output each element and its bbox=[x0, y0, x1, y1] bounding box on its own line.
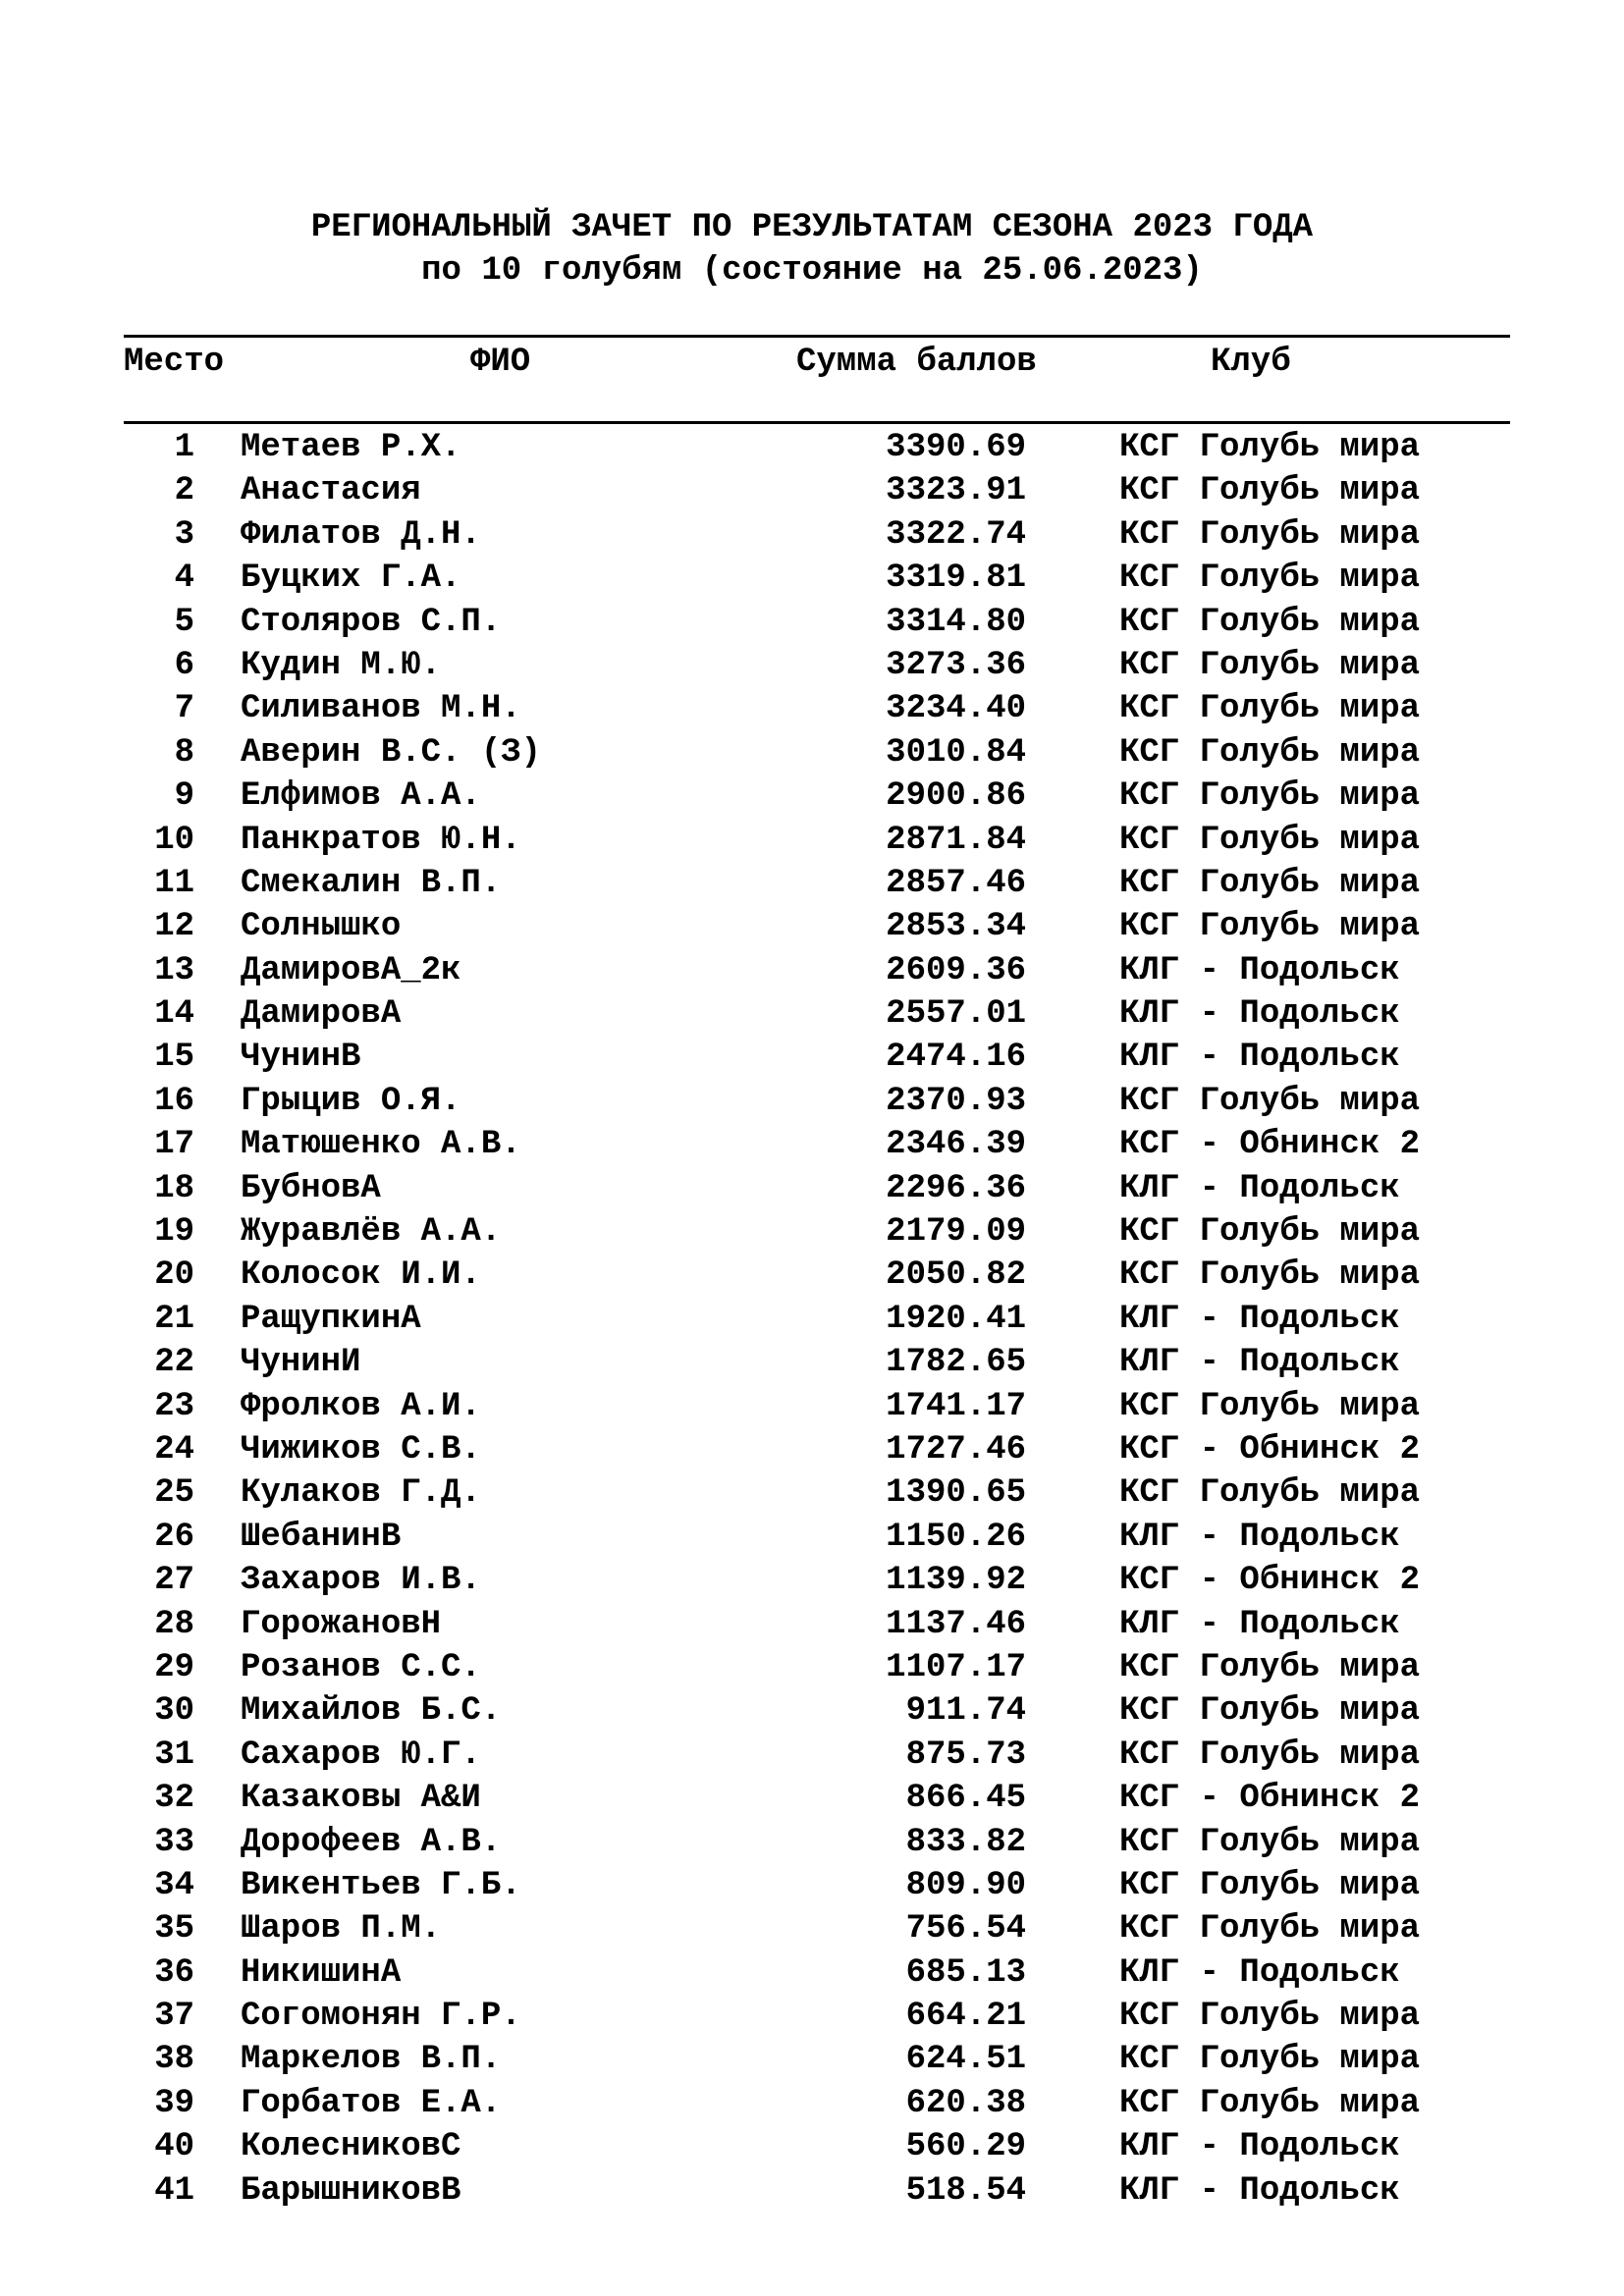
row-place: 3 bbox=[174, 515, 194, 554]
row-name: ШебанинВ bbox=[241, 1518, 402, 1556]
table-row bbox=[0, 1080, 1624, 1123]
row-name: Кудин М.Ю. bbox=[241, 646, 442, 684]
row-name: БарышниковВ bbox=[241, 2171, 461, 2210]
row-club: КСГ - Обнинск 2 bbox=[1119, 1562, 1421, 1600]
row-place: 6 bbox=[174, 646, 194, 684]
row-place: 9 bbox=[174, 777, 194, 816]
row-score: 1150.26 bbox=[886, 1518, 1026, 1556]
row-place: 38 bbox=[154, 2041, 194, 2079]
row-club: КСГ Голубь мира bbox=[1119, 560, 1421, 598]
row-place: 26 bbox=[154, 1518, 194, 1556]
row-club: КСГ Голубь мира bbox=[1119, 1692, 1421, 1731]
row-club: КСГ Голубь мира bbox=[1119, 1910, 1421, 1949]
header-top-rule bbox=[124, 335, 1510, 338]
row-score: 1390.65 bbox=[886, 1474, 1026, 1513]
row-name: Сахаров Ю.Г. bbox=[241, 1735, 481, 1774]
row-place: 30 bbox=[154, 1692, 194, 1731]
column-header-score: Сумма баллов bbox=[796, 344, 1037, 381]
column-header-name: ФИО bbox=[470, 344, 531, 381]
table-row bbox=[0, 2038, 1624, 2081]
row-club: КЛГ - Подольск bbox=[1119, 995, 1400, 1034]
table-row bbox=[0, 1341, 1624, 1384]
row-name: ДамировА bbox=[241, 995, 402, 1034]
table-row bbox=[0, 1123, 1624, 1166]
row-club: КСГ Голубь мира bbox=[1119, 1648, 1421, 1686]
row-place: 10 bbox=[154, 821, 194, 859]
row-score: 3390.69 bbox=[886, 429, 1026, 466]
row-club: КСГ - Обнинск 2 bbox=[1119, 1430, 1421, 1468]
row-club: КСГ Голубь мира bbox=[1119, 690, 1421, 728]
row-name: Дорофеев А.В. bbox=[241, 1823, 502, 1861]
row-score: 2179.09 bbox=[886, 1213, 1026, 1252]
table-row bbox=[0, 1995, 1624, 2038]
row-club: КСГ Голубь мира bbox=[1119, 864, 1421, 902]
row-club: КСГ Голубь мира bbox=[1119, 1256, 1421, 1295]
table-row bbox=[0, 1951, 1624, 1995]
table-row bbox=[0, 1864, 1624, 1907]
row-score: 2296.36 bbox=[886, 1169, 1026, 1207]
row-score: 756.54 bbox=[905, 1910, 1026, 1949]
row-score: 1137.46 bbox=[886, 1605, 1026, 1643]
row-place: 1 bbox=[174, 429, 194, 466]
row-name: Метаев Р.Х. bbox=[241, 429, 461, 466]
table-row bbox=[0, 513, 1624, 557]
row-place: 39 bbox=[154, 2084, 194, 2122]
table-row bbox=[0, 1516, 1624, 1559]
row-place: 22 bbox=[154, 1344, 194, 1382]
table-row bbox=[0, 687, 1624, 730]
document-title: РЕГИОНАЛЬНЫЙ ЗАЧЕТ ПО РЕЗУЛЬТАТАМ СЕЗОНА 2023 ГОДА bbox=[310, 209, 1314, 246]
header-bottom-rule bbox=[124, 421, 1510, 424]
row-place: 7 bbox=[174, 690, 194, 728]
row-score: 3319.81 bbox=[886, 560, 1026, 598]
row-place: 23 bbox=[154, 1387, 194, 1425]
row-place: 29 bbox=[154, 1648, 194, 1686]
row-score: 3273.36 bbox=[886, 646, 1026, 684]
column-header-club: Клуб bbox=[1211, 344, 1291, 381]
row-name: ЧунинИ bbox=[241, 1344, 361, 1382]
row-club: КЛГ - Подольск bbox=[1119, 1169, 1400, 1207]
row-name: Чижиков С.В. bbox=[241, 1430, 481, 1468]
row-name: Елфимов А.А. bbox=[241, 777, 481, 816]
row-name: ДамировА_2к bbox=[241, 951, 461, 989]
table-row bbox=[0, 1471, 1624, 1515]
table-row bbox=[0, 819, 1624, 862]
row-place: 2 bbox=[174, 472, 194, 510]
row-place: 11 bbox=[154, 864, 194, 902]
row-score: 1741.17 bbox=[886, 1387, 1026, 1425]
table-row bbox=[0, 1689, 1624, 1733]
row-score: 3323.91 bbox=[886, 472, 1026, 510]
row-club: КСГ Голубь мира bbox=[1119, 1866, 1421, 1904]
row-place: 5 bbox=[174, 603, 194, 641]
row-place: 34 bbox=[154, 1866, 194, 1904]
row-club: КСГ Голубь мира bbox=[1119, 733, 1421, 772]
table-row bbox=[0, 731, 1624, 774]
row-club: КЛГ - Подольск bbox=[1119, 1039, 1400, 1077]
row-place: 33 bbox=[154, 1823, 194, 1861]
row-place: 16 bbox=[154, 1082, 194, 1120]
row-name: Колосок И.И. bbox=[241, 1256, 481, 1295]
row-score: 809.90 bbox=[905, 1866, 1026, 1904]
row-name: Михайлов Б.С. bbox=[241, 1692, 502, 1731]
row-name: Буцких Г.А. bbox=[241, 560, 461, 598]
row-club: КЛГ - Подольск bbox=[1119, 1605, 1400, 1643]
row-score: 3010.84 bbox=[886, 733, 1026, 772]
table-row bbox=[0, 1907, 1624, 1950]
row-score: 3314.80 bbox=[886, 603, 1026, 641]
row-score: 1727.46 bbox=[886, 1430, 1026, 1468]
row-place: 40 bbox=[154, 2128, 194, 2166]
row-club: КСГ Голубь мира bbox=[1119, 1387, 1421, 1425]
row-score: 2557.01 bbox=[886, 995, 1026, 1034]
table-row bbox=[0, 1777, 1624, 1820]
row-name: Кулаков Г.Д. bbox=[241, 1474, 481, 1513]
row-place: 15 bbox=[154, 1039, 194, 1077]
row-place: 31 bbox=[154, 1735, 194, 1774]
row-club: КСГ Голубь мира bbox=[1119, 515, 1421, 554]
row-club: КСГ Голубь мира bbox=[1119, 1082, 1421, 1120]
row-club: КСГ Голубь мира bbox=[1119, 2041, 1421, 2079]
table-row bbox=[0, 774, 1624, 818]
row-place: 18 bbox=[154, 1169, 194, 1207]
row-score: 518.54 bbox=[905, 2171, 1026, 2210]
table-row bbox=[0, 1559, 1624, 1602]
row-score: 875.73 bbox=[905, 1735, 1026, 1774]
row-score: 1782.65 bbox=[886, 1344, 1026, 1382]
row-name: Маркелов В.П. bbox=[241, 2041, 502, 2079]
table-row bbox=[0, 1167, 1624, 1210]
row-place: 28 bbox=[154, 1605, 194, 1643]
row-club: КСГ Голубь мира bbox=[1119, 1735, 1421, 1774]
row-score: 1920.41 bbox=[886, 1300, 1026, 1338]
row-club: КСГ Голубь мира bbox=[1119, 472, 1421, 510]
row-place: 13 bbox=[154, 951, 194, 989]
row-name: РащупкинА bbox=[241, 1300, 421, 1338]
row-club: КСГ Голубь мира bbox=[1119, 1213, 1421, 1252]
table-row bbox=[0, 426, 1624, 469]
row-score: 1139.92 bbox=[886, 1562, 1026, 1600]
row-club: КСГ Голубь мира bbox=[1119, 777, 1421, 816]
table-row bbox=[0, 557, 1624, 600]
row-place: 25 bbox=[154, 1474, 194, 1513]
row-score: 2853.34 bbox=[886, 908, 1026, 946]
row-name: КолесниковС bbox=[241, 2128, 461, 2166]
row-place: 36 bbox=[154, 1953, 194, 1992]
row-name: Журавлёв А.А. bbox=[241, 1213, 502, 1252]
table-row bbox=[0, 1298, 1624, 1341]
row-name: Солнышко bbox=[241, 908, 402, 946]
table-row bbox=[0, 644, 1624, 687]
table-row bbox=[0, 1210, 1624, 1254]
row-club: КСГ Голубь мира bbox=[1119, 1474, 1421, 1513]
table-row bbox=[0, 1385, 1624, 1428]
row-place: 21 bbox=[154, 1300, 194, 1338]
row-name: Фролков А.И. bbox=[241, 1387, 481, 1425]
row-club: КСГ Голубь мира bbox=[1119, 603, 1421, 641]
row-club: КЛГ - Подольск bbox=[1119, 1518, 1400, 1556]
table-row bbox=[0, 992, 1624, 1036]
table-row bbox=[0, 1646, 1624, 1689]
row-club: КСГ Голубь мира bbox=[1119, 821, 1421, 859]
row-name: Силиванов М.Н. bbox=[241, 690, 521, 728]
row-score: 624.51 bbox=[905, 2041, 1026, 2079]
row-score: 3234.40 bbox=[886, 690, 1026, 728]
table-row bbox=[0, 949, 1624, 992]
row-name: Анастасия bbox=[241, 472, 421, 510]
row-name: Панкратов Ю.Н. bbox=[241, 821, 521, 859]
row-score: 1107.17 bbox=[886, 1648, 1026, 1686]
row-club: КСГ Голубь мира bbox=[1119, 646, 1421, 684]
row-name: Викентьев Г.Б. bbox=[241, 1866, 521, 1904]
row-place: 20 bbox=[154, 1256, 194, 1295]
row-score: 2050.82 bbox=[886, 1256, 1026, 1295]
table-row bbox=[0, 1603, 1624, 1646]
row-name: НикишинА bbox=[241, 1953, 402, 1992]
row-name: Матюшенко А.В. bbox=[241, 1126, 521, 1164]
column-header-place: Место bbox=[124, 344, 225, 381]
table-row bbox=[0, 905, 1624, 948]
row-place: 24 bbox=[154, 1430, 194, 1468]
table-row bbox=[0, 2169, 1624, 2213]
row-club: КЛГ - Подольск bbox=[1119, 1300, 1400, 1338]
row-club: КЛГ - Подольск bbox=[1119, 2171, 1400, 2210]
row-club: КЛГ - Подольск bbox=[1119, 951, 1400, 989]
row-score: 2857.46 bbox=[886, 864, 1026, 902]
row-score: 2609.36 bbox=[886, 951, 1026, 989]
table-row bbox=[0, 1036, 1624, 1079]
row-club: КЛГ - Подольск bbox=[1119, 2128, 1400, 2166]
row-place: 37 bbox=[154, 1998, 194, 2036]
row-place: 17 bbox=[154, 1126, 194, 1164]
row-name: Смекалин В.П. bbox=[241, 864, 502, 902]
row-club: КЛГ - Подольск bbox=[1119, 1953, 1400, 1992]
table-row bbox=[0, 1254, 1624, 1297]
table-row bbox=[0, 469, 1624, 512]
row-score: 560.29 bbox=[905, 2128, 1026, 2166]
table-row bbox=[0, 1734, 1624, 1777]
row-club: КСГ Голубь мира bbox=[1119, 908, 1421, 946]
row-place: 41 bbox=[154, 2171, 194, 2210]
table-row bbox=[0, 1821, 1624, 1864]
row-club: КСГ - Обнинск 2 bbox=[1119, 1780, 1421, 1818]
row-name: Горбатов Е.А. bbox=[241, 2084, 502, 2122]
row-score: 2900.86 bbox=[886, 777, 1026, 816]
row-club: КСГ Голубь мира bbox=[1119, 1823, 1421, 1861]
row-score: 833.82 bbox=[905, 1823, 1026, 1861]
row-name: ЧунинВ bbox=[241, 1039, 361, 1077]
results-table-body bbox=[0, 426, 1624, 2213]
row-name: БубновА bbox=[241, 1169, 381, 1207]
table-row bbox=[0, 601, 1624, 644]
row-name: Захаров И.В. bbox=[241, 1562, 481, 1600]
row-score: 664.21 bbox=[905, 1998, 1026, 2036]
table-row bbox=[0, 2082, 1624, 2125]
row-club: КЛГ - Подольск bbox=[1119, 1344, 1400, 1382]
row-name: Розанов С.С. bbox=[241, 1648, 481, 1686]
row-place: 14 bbox=[154, 995, 194, 1034]
table-row bbox=[0, 862, 1624, 905]
table-row bbox=[0, 2125, 1624, 2168]
row-place: 35 bbox=[154, 1910, 194, 1949]
row-score: 3322.74 bbox=[886, 515, 1026, 554]
table-row bbox=[0, 1428, 1624, 1471]
row-score: 2474.16 bbox=[886, 1039, 1026, 1077]
row-club: КСГ Голубь мира bbox=[1119, 1998, 1421, 2036]
row-name: Грыцив О.Я. bbox=[241, 1082, 461, 1120]
row-score: 2370.93 bbox=[886, 1082, 1026, 1120]
row-place: 32 bbox=[154, 1780, 194, 1818]
row-score: 2871.84 bbox=[886, 821, 1026, 859]
row-place: 27 bbox=[154, 1562, 194, 1600]
row-name: Согомонян Г.Р. bbox=[241, 1998, 521, 2036]
row-score: 620.38 bbox=[905, 2084, 1026, 2122]
row-score: 685.13 bbox=[905, 1953, 1026, 1992]
row-name: ГорожановН bbox=[241, 1605, 442, 1643]
row-name: Казаковы А&И bbox=[241, 1780, 481, 1818]
document-subtitle: по 10 голубям (состояние на 25.06.2023) bbox=[421, 252, 1203, 290]
row-club: КСГ - Обнинск 2 bbox=[1119, 1126, 1421, 1164]
row-name: Шаров П.М. bbox=[241, 1910, 442, 1949]
row-place: 19 bbox=[154, 1213, 194, 1252]
row-name: Филатов Д.Н. bbox=[241, 515, 481, 554]
row-name: Аверин В.С. (З) bbox=[241, 733, 542, 772]
row-score: 866.45 bbox=[905, 1780, 1026, 1818]
row-place: 8 bbox=[174, 733, 194, 772]
row-score: 911.74 bbox=[905, 1692, 1026, 1731]
row-club: КСГ Голубь мира bbox=[1119, 429, 1421, 466]
row-name: Столяров С.П. bbox=[241, 603, 502, 641]
row-place: 12 bbox=[154, 908, 194, 946]
row-score: 2346.39 bbox=[886, 1126, 1026, 1164]
row-club: КСГ Голубь мира bbox=[1119, 2084, 1421, 2122]
row-place: 4 bbox=[174, 560, 194, 598]
